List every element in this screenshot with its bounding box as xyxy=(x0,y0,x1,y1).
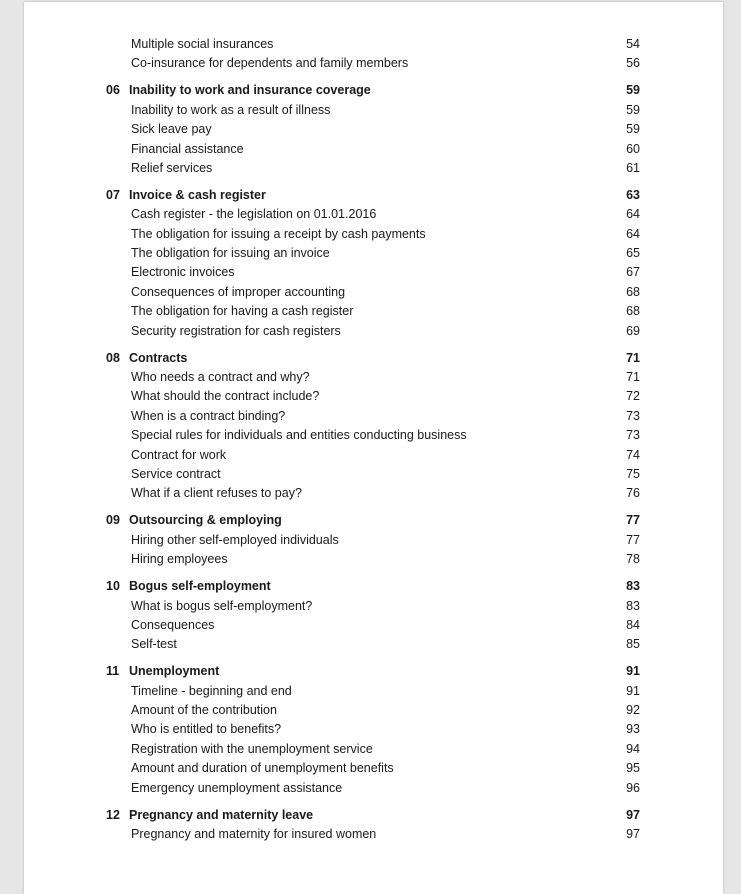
toc-entry[interactable] xyxy=(106,225,640,244)
toc-entry-title: Inability to work as a result of illness xyxy=(131,102,331,117)
toc-chapter-page: 63 xyxy=(626,187,640,202)
toc-chapter-heading[interactable] xyxy=(106,186,640,205)
toc-entry-title: Pregnancy and maternity for insured women xyxy=(131,827,377,841)
toc-chapter-page: 83 xyxy=(626,579,640,594)
toc-entry-title: Amount and duration of unemployment benefits xyxy=(131,761,394,776)
toc-entry-page: 94 xyxy=(626,741,640,756)
toc-chapter-label xyxy=(106,577,271,596)
toc-entry-title: Electronic invoices xyxy=(131,265,235,280)
toc-entry[interactable] xyxy=(106,446,640,465)
toc-chapter-heading[interactable] xyxy=(106,577,640,596)
toc-entry[interactable] xyxy=(106,720,640,739)
toc-entry[interactable] xyxy=(106,484,640,503)
toc-entry-page: 96 xyxy=(626,780,640,795)
toc-entry-page: 54 xyxy=(626,37,640,51)
toc-section-06 xyxy=(106,81,640,178)
toc-entry[interactable] xyxy=(106,426,640,445)
toc-section-08 xyxy=(106,349,640,504)
toc-entry-page: 73 xyxy=(626,408,640,423)
chapter-number: 09 xyxy=(106,513,120,528)
toc-entry-title: Security registration for cash registers xyxy=(131,323,341,338)
toc-entry-page: 92 xyxy=(626,703,640,718)
chapter-title: Invoice & cash register xyxy=(129,187,266,202)
toc-entry-title: Financial assistance xyxy=(131,141,244,156)
toc-entry-title: Sick leave pay xyxy=(131,122,212,137)
toc-entry-page: 60 xyxy=(626,141,640,156)
toc-entry[interactable] xyxy=(106,550,640,569)
toc-section-continued xyxy=(106,35,640,74)
toc-entry-page: 97 xyxy=(626,827,640,841)
toc-chapter-label xyxy=(106,186,266,205)
toc-section-09 xyxy=(106,511,640,569)
toc-chapter-page: 59 xyxy=(626,83,640,98)
toc-entry-title: Self-test xyxy=(131,637,177,652)
toc-entry-page: 68 xyxy=(626,304,640,319)
toc-entry[interactable] xyxy=(106,205,640,224)
toc-entry-title: Who needs a contract and why? xyxy=(131,370,310,385)
chapter-number: 08 xyxy=(106,350,120,365)
toc-entry[interactable] xyxy=(106,387,640,406)
toc-entry[interactable] xyxy=(106,407,640,426)
toc-entry-page: 76 xyxy=(626,486,640,501)
toc-entry[interactable] xyxy=(106,101,640,120)
toc-chapter-heading[interactable] xyxy=(106,662,640,681)
toc-chapter-page: 97 xyxy=(626,807,640,822)
toc-entry[interactable] xyxy=(106,682,640,701)
toc-entry[interactable] xyxy=(106,54,640,73)
toc-entry-title: Emergency unemployment assistance xyxy=(131,780,343,795)
toc-chapter-label xyxy=(106,806,313,825)
toc-entry[interactable] xyxy=(106,159,640,178)
toc-entry[interactable] xyxy=(106,531,640,550)
toc-chapter-heading[interactable] xyxy=(106,349,640,368)
toc-entry-title: What should the contract include? xyxy=(131,389,320,404)
toc-chapter-label xyxy=(106,349,187,368)
toc-entry-title: What if a client refuses to pay? xyxy=(131,486,302,501)
toc-entry-page: 64 xyxy=(626,226,640,241)
toc-entry[interactable] xyxy=(106,120,640,139)
chapter-title: Pregnancy and maternity leave xyxy=(129,807,314,822)
toc-entry-page: 65 xyxy=(626,246,640,261)
toc-entry-page: 91 xyxy=(626,683,640,698)
toc-chapter-label xyxy=(106,662,219,681)
toc-entry-title: Amount of the contribution xyxy=(131,703,277,718)
chapter-number: 12 xyxy=(106,807,120,822)
toc-entry-title: Who is entitled to benefits? xyxy=(131,722,282,737)
toc-entry-title: Contract for work xyxy=(131,447,227,462)
toc-entry[interactable] xyxy=(106,302,640,321)
toc-entry-page: 73 xyxy=(626,428,640,443)
toc-entry-title: Cash register - the legislation on 01.01.2016 xyxy=(131,207,377,222)
toc-entry-page: 64 xyxy=(626,207,640,222)
toc-entry-page: 59 xyxy=(626,102,640,117)
toc-entry[interactable] xyxy=(106,322,640,341)
toc-entry[interactable] xyxy=(106,740,640,759)
toc-chapter-heading[interactable] xyxy=(106,511,640,530)
toc-entry[interactable] xyxy=(106,283,640,302)
toc-entry-title: Timeline - beginning and end xyxy=(131,683,292,698)
toc-entry-title: Relief services xyxy=(131,160,213,175)
toc-entry-page: 69 xyxy=(626,323,640,338)
chapter-title: Unemployment xyxy=(129,664,220,679)
chapter-title: Outsourcing & employing xyxy=(129,513,282,528)
chapter-number: 10 xyxy=(106,579,120,594)
toc-entry-title: Consequences xyxy=(131,617,215,632)
toc-chapter-label xyxy=(106,511,282,530)
toc-entry[interactable] xyxy=(106,35,640,54)
toc-entry[interactable] xyxy=(106,701,640,720)
toc-entry-page: 77 xyxy=(626,532,640,547)
toc-entry-title: Co-insurance for dependents and family members xyxy=(131,56,409,71)
toc-entry-title: What is bogus self-employment? xyxy=(131,598,313,613)
toc-entry-page: 59 xyxy=(626,122,640,137)
toc-entry[interactable] xyxy=(106,244,640,263)
toc-chapter-label xyxy=(106,81,371,100)
toc-entry-page: 83 xyxy=(626,598,640,613)
document-page xyxy=(24,2,723,894)
toc-entry-page: 95 xyxy=(626,761,640,776)
chapter-number: 11 xyxy=(106,664,120,679)
toc-entry-page: 74 xyxy=(626,447,640,462)
chapter-number: 06 xyxy=(106,83,120,98)
toc-entry[interactable] xyxy=(106,616,640,635)
toc-entry-title: Hiring other self-employed individuals xyxy=(131,532,339,547)
toc-entry-page: 75 xyxy=(626,466,640,481)
toc-entry-title: Service contract xyxy=(131,466,221,481)
toc-entry-title: Consequences of improper accounting xyxy=(131,284,346,299)
toc-entry[interactable] xyxy=(106,368,640,387)
toc-chapter-heading[interactable] xyxy=(106,806,640,825)
toc-entry[interactable] xyxy=(106,465,640,484)
toc-chapter-page: 77 xyxy=(626,513,640,528)
toc-entry-title: Registration with the unemployment service xyxy=(131,741,373,756)
toc-entry[interactable] xyxy=(106,779,640,798)
toc-entry-page: 78 xyxy=(626,552,640,567)
toc-entry-page: 93 xyxy=(626,722,640,737)
toc-entry-title: Special rules for individuals and entities conducting business xyxy=(131,428,467,443)
toc-section-07 xyxy=(106,186,640,341)
toc-entry-page: 67 xyxy=(626,265,640,280)
toc-entry[interactable] xyxy=(106,825,640,844)
chapter-title: Inability to work and insurance coverage xyxy=(129,83,371,98)
toc-entry-page: 61 xyxy=(626,160,640,175)
toc-entry[interactable] xyxy=(106,263,640,282)
chapter-title: Contracts xyxy=(129,350,188,365)
toc-entry-page: 72 xyxy=(626,389,640,404)
toc-section-10 xyxy=(106,577,640,655)
toc-entry-title: When is a contract binding? xyxy=(131,408,286,423)
toc-entry-page: 68 xyxy=(626,284,640,299)
toc-entry[interactable] xyxy=(106,140,640,159)
toc-entry-page: 71 xyxy=(626,370,640,385)
chapter-number: 07 xyxy=(106,187,120,202)
toc-entry-title: The obligation for issuing a receipt by cash payments xyxy=(131,226,426,241)
table-of-contents xyxy=(106,35,640,844)
toc-entry-title: The obligation for issuing an invoice xyxy=(131,246,330,261)
toc-entry-page: 84 xyxy=(626,617,640,632)
toc-entry[interactable] xyxy=(106,597,640,616)
toc-entry-title: Multiple social insurances xyxy=(131,37,274,51)
toc-entry[interactable] xyxy=(106,759,640,778)
toc-chapter-page: 91 xyxy=(626,664,640,679)
toc-entry[interactable] xyxy=(106,635,640,654)
toc-section-11 xyxy=(106,662,640,798)
toc-entry-title: The obligation for having a cash register xyxy=(131,304,354,319)
toc-section-12 xyxy=(106,806,640,845)
toc-entry-page: 56 xyxy=(626,56,640,71)
toc-entry-page: 85 xyxy=(626,637,640,652)
chapter-title: Bogus self-employment xyxy=(129,579,271,594)
toc-chapter-heading[interactable] xyxy=(106,81,640,100)
toc-entry-title: Hiring employees xyxy=(131,552,228,567)
toc-chapter-page: 71 xyxy=(626,350,640,365)
